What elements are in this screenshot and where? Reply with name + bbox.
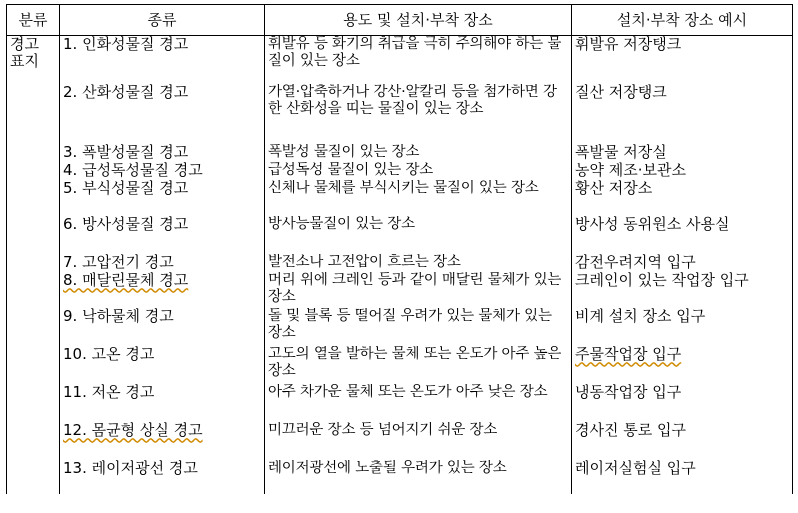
type-cell: 13. 레이저광선 경고 <box>60 460 265 494</box>
usage-cell: 가열·압축하거나 강산·알칼리 등을 첨가하면 강한 산화성을 띠는 물질이 있는 장소 <box>265 84 572 144</box>
table-row <box>7 162 793 180</box>
type-cell: 11. 저온 경고 <box>60 384 265 422</box>
example-cell: 경사진 통로 입구 <box>572 422 793 460</box>
table-row <box>7 36 793 84</box>
type-cell: 10. 고온 경고 <box>60 346 265 384</box>
example-cell: 방사성 동위원소 사용실 <box>572 216 793 254</box>
category-cell <box>7 36 60 494</box>
header-category: 분류 <box>7 5 60 36</box>
usage-cell: 급성독성 물질이 있는 장소 <box>265 162 572 180</box>
example-cell: 비계 설치 장소 입구 <box>572 308 793 346</box>
usage-cell: 아주 차가운 물체 또는 온도가 아주 낮은 장소 <box>265 384 572 422</box>
table-row <box>7 422 793 460</box>
type-text: 12. 몸균형 상실 경고 <box>63 421 203 439</box>
type-cell: 7. 고압전기 경고 <box>60 254 265 272</box>
document-page <box>6 4 792 509</box>
example-cell: 농약 제조·보관소 <box>572 162 793 180</box>
usage-cell: 돌 및 블록 등 떨어질 우려가 있는 물체가 있는 장소 <box>265 308 572 346</box>
type-cell <box>60 422 265 460</box>
usage-cell: 고도의 열을 발하는 물체 또는 온도가 아주 높은 장소 <box>265 346 572 384</box>
usage-cell: 발전소나 고전압이 흐르는 장소 <box>265 254 572 272</box>
type-cell <box>60 272 265 308</box>
type-cell: 3. 폭발성물질 경고 <box>60 144 265 162</box>
example-cell: 냉동작업장 입구 <box>572 384 793 422</box>
table-row <box>7 308 793 346</box>
table-row <box>7 384 793 422</box>
example-cell: 폭발물 저장실 <box>572 144 793 162</box>
usage-cell: 레이저광선에 노출될 우려가 있는 장소 <box>265 460 572 494</box>
type-cell: 9. 낙하물체 경고 <box>60 308 265 346</box>
header-usage: 용도 및 설치·부착 장소 <box>265 5 572 36</box>
usage-cell: 휘발유 등 화기의 취급을 극히 주의해야 하는 물질이 있는 장소 <box>265 36 572 84</box>
type-text: 8. 매달린물체 경고 <box>63 271 189 289</box>
usage-cell: 폭발성 물질이 있는 장소 <box>265 144 572 162</box>
example-cell: 감전우려지역 입구 <box>572 254 793 272</box>
usage-cell: 미끄러운 장소 등 넘어지기 쉬운 장소 <box>265 422 572 460</box>
table-row <box>7 84 793 144</box>
example-text: 주물작업장 입구 <box>575 345 682 363</box>
example-cell: 질산 저장탱크 <box>572 84 793 144</box>
category-label: 경고 표지 <box>10 35 39 70</box>
table-row <box>7 254 793 272</box>
type-cell: 1. 인화성물질 경고 <box>60 36 265 84</box>
table-row <box>7 346 793 384</box>
example-cell: 휘발유 저장탱크 <box>572 36 793 84</box>
table-row <box>7 460 793 494</box>
table-row <box>7 180 793 216</box>
header-type: 종류 <box>60 5 265 36</box>
example-cell: 레이저실험실 입구 <box>572 460 793 494</box>
type-cell: 6. 방사성물질 경고 <box>60 216 265 254</box>
example-cell: 황산 저장소 <box>572 180 793 216</box>
table-header-row <box>7 5 793 36</box>
example-cell: 크레인이 있는 작업장 입구 <box>572 272 793 308</box>
type-cell: 5. 부식성물질 경고 <box>60 180 265 216</box>
table-row <box>7 272 793 308</box>
usage-cell: 머리 위에 크레인 등과 같이 매달린 물체가 있는 장소 <box>265 272 572 308</box>
example-cell <box>572 346 793 384</box>
type-cell: 2. 산화성물질 경고 <box>60 84 265 144</box>
table-row <box>7 144 793 162</box>
usage-cell: 신체나 물체를 부식시키는 물질이 있는 장소 <box>265 180 572 216</box>
header-example: 설치·부착 장소 예시 <box>572 5 793 36</box>
table-row <box>7 216 793 254</box>
safety-sign-table <box>6 4 793 494</box>
type-cell: 4. 급성독성물질 경고 <box>60 162 265 180</box>
usage-cell: 방사능물질이 있는 장소 <box>265 216 572 254</box>
